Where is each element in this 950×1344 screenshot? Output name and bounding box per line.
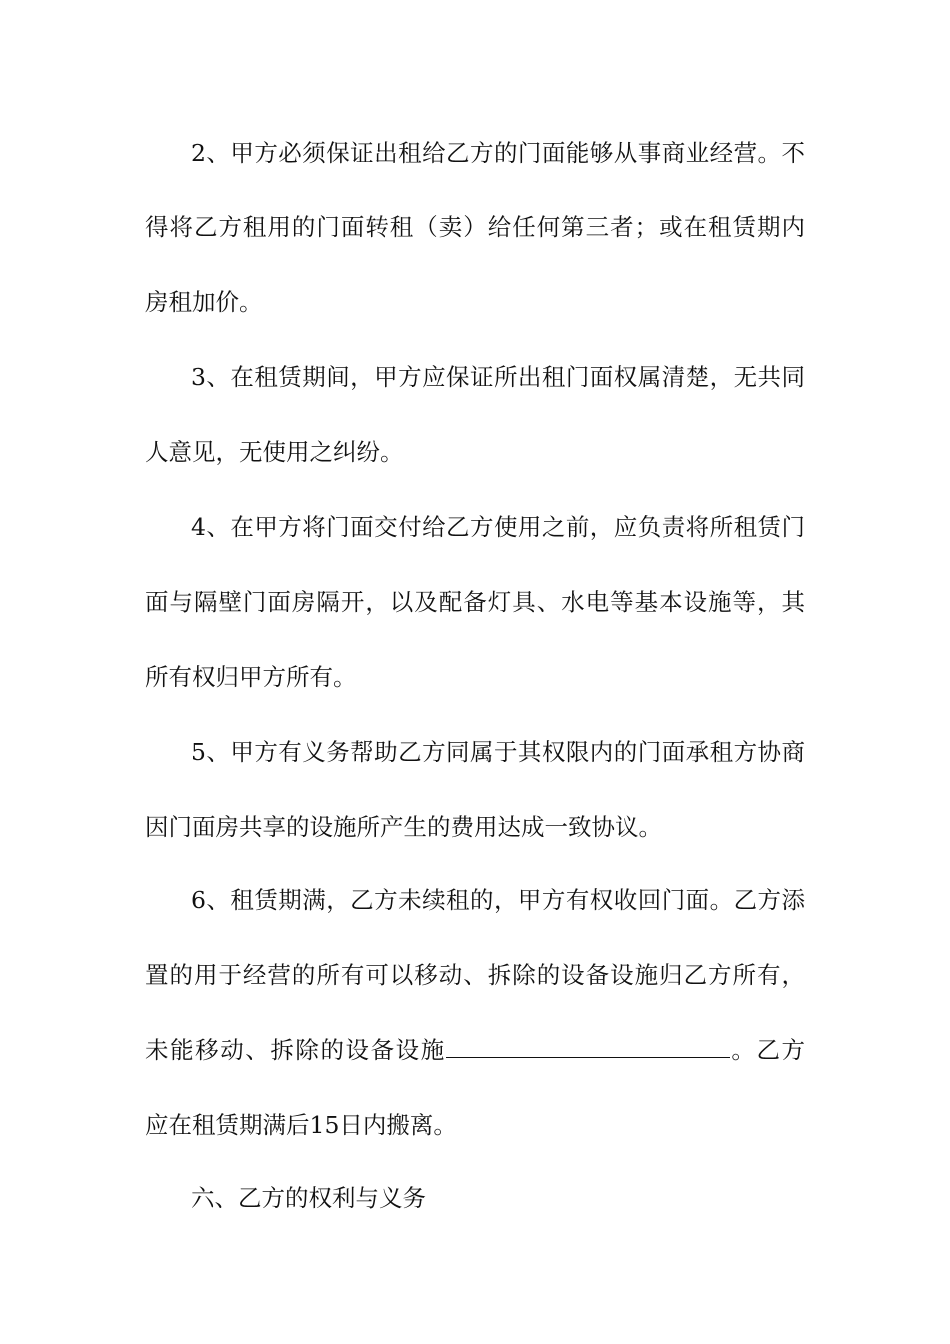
para6-line1: 6、租赁期满，乙方未续租的，甲方有权收回门面。乙方添 <box>191 886 805 914</box>
para6-line2: 置的用于经营的所有可以移动、拆除的设备设施归乙方所有， <box>145 961 805 989</box>
para6-line3-end: 。乙方 <box>729 1036 806 1064</box>
section6-heading: 六、乙方的权利与义务 <box>191 1184 426 1212</box>
para3-line2: 人意见，无使用之纠纷。 <box>145 438 404 466</box>
para2-line2: 得将乙方租用的门面转租（卖）给任何第三者；或在租赁期内 <box>145 213 805 241</box>
para3-line1: 3、在租赁期间，甲方应保证所出租门面权属清楚，无共同 <box>191 363 805 391</box>
para5-line2: 因门面房共享的设施所产生的费用达成一致协议。 <box>145 813 662 841</box>
blank-underline-field <box>446 1035 730 1058</box>
para2-line3: 房租加价。 <box>145 288 263 316</box>
para4-line2: 面与隔壁门面房隔开，以及配备灯具、水电等基本设施等，其 <box>145 588 805 616</box>
para6-line3-text: 未能移动、拆除的设备设施 <box>145 1036 446 1064</box>
para6-line3 <box>145 1035 805 1065</box>
para5-line1: 5、甲方有义务帮助乙方同属于其权限内的门面承租方协商 <box>191 738 805 766</box>
para4-line1: 4、在甲方将门面交付给乙方使用之前，应负责将所租赁门 <box>191 513 805 541</box>
para2-line1: 2、甲方必须保证出租给乙方的门面能够从事商业经营。不 <box>191 139 805 167</box>
para6-line4: 应在租赁期满后15日内搬离。 <box>145 1111 457 1139</box>
para4-line3: 所有权归甲方所有。 <box>145 663 357 691</box>
